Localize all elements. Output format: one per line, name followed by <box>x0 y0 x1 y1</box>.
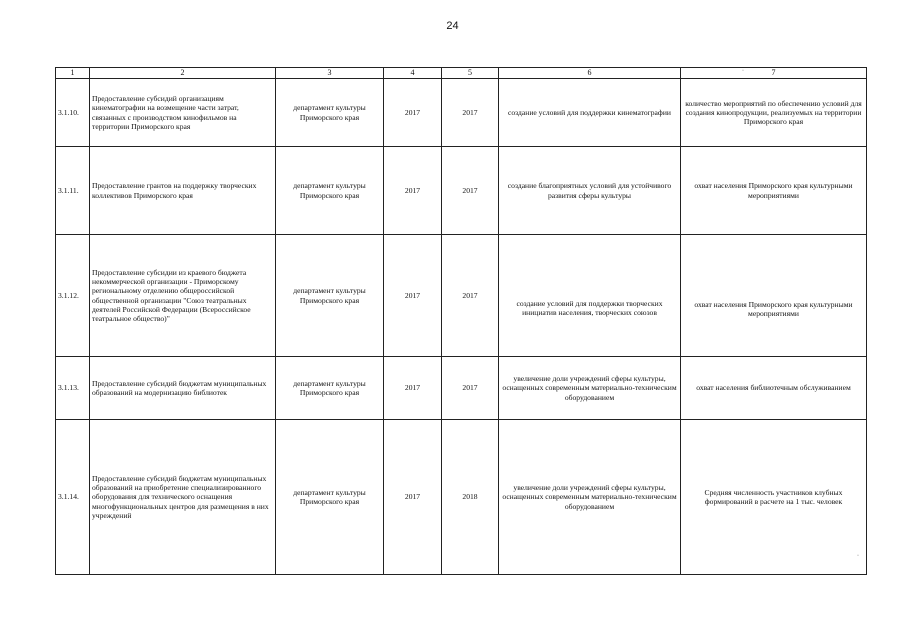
column-header: 1 <box>56 68 90 79</box>
executor: департамент культуры Приморского края <box>276 79 384 147</box>
indicator: Средняя численность участников клубных формирований в расчете на 1 тыс. человек <box>681 420 867 575</box>
column-header: 3 <box>276 68 384 79</box>
column-header: 7 <box>681 68 867 79</box>
table-row <box>56 79 867 147</box>
scan-speck: · <box>742 68 744 74</box>
executor: департамент культуры Приморского края <box>276 420 384 575</box>
indicator: охват населения библиотечным обслуживанием <box>681 357 867 420</box>
column-header: 4 <box>384 68 442 79</box>
header-row <box>56 68 867 79</box>
measure-name: Предоставление субсидий организациям кинематографии на возмещение части затрат, связанных с производством кинофильмов на территории Приморского края <box>90 79 276 147</box>
row-number: 3.1.12. <box>56 235 90 357</box>
scan-speck: · <box>857 553 859 559</box>
end-year: 2017 <box>442 235 499 357</box>
measure-name: Предоставление субсидий бюджетам муниципальных образований на модернизацию библиотек <box>90 357 276 420</box>
row-number: 3.1.13. <box>56 357 90 420</box>
expected-result: увеличение доли учреждений сферы культуры, оснащенных современным материально-техническим оборудованием <box>499 420 681 575</box>
measure-name: Предоставление субсидии из краевого бюджета некоммерческой организации - Приморскому региональному отделению общероссийской общественной организации "Союз театральных деятелей Российской Федерации (Всероссийское театральное общество)" <box>90 235 276 357</box>
table-row <box>56 357 867 420</box>
measure-name: Предоставление субсидий бюджетам муниципальных образований на приобретение специализированного оборудования для технического оснащения многофункциональных центров для размещения в них учреждений <box>90 420 276 575</box>
executor: департамент культуры Приморского края <box>276 357 384 420</box>
start-year: 2017 <box>384 79 442 147</box>
measures-table <box>55 67 867 575</box>
expected-result: создание условий для поддержки творческих инициатив населения, творческих союзов <box>499 235 681 357</box>
column-header: 2 <box>90 68 276 79</box>
expected-result: увеличение доли учреждений сферы культуры, оснащенных современным материально-техническим оборудованием <box>499 357 681 420</box>
end-year: 2017 <box>442 357 499 420</box>
column-header: 6 <box>499 68 681 79</box>
column-header: 5 <box>442 68 499 79</box>
page-number: 24 <box>446 20 459 32</box>
table-row <box>56 420 867 575</box>
expected-result: создание благоприятных условий для устойчивого развития сферы культуры <box>499 147 681 235</box>
expected-result: создание условий для поддержки кинематографии <box>499 79 681 147</box>
executor: департамент культуры Приморского края <box>276 147 384 235</box>
indicator: охват населения Приморского края культурными мероприятиями <box>681 235 867 357</box>
row-number: 3.1.14. <box>56 420 90 575</box>
start-year: 2017 <box>384 357 442 420</box>
start-year: 2017 <box>384 420 442 575</box>
executor: департамент культуры Приморского края <box>276 235 384 357</box>
measure-name: Предоставление грантов на поддержку творческих коллективов Приморского края <box>90 147 276 235</box>
end-year: 2017 <box>442 79 499 147</box>
start-year: 2017 <box>384 147 442 235</box>
indicator: количество мероприятий по обеспечению условий для создания кинопродукции, реализуемых на территории Приморского края <box>681 79 867 147</box>
row-number: 3.1.11. <box>56 147 90 235</box>
end-year: 2017 <box>442 147 499 235</box>
end-year: 2018 <box>442 420 499 575</box>
row-number: 3.1.10. <box>56 79 90 147</box>
table-row <box>56 147 867 235</box>
indicator: охват населения Приморского края культурными мероприятиями <box>681 147 867 235</box>
table-row <box>56 235 867 357</box>
start-year: 2017 <box>384 235 442 357</box>
